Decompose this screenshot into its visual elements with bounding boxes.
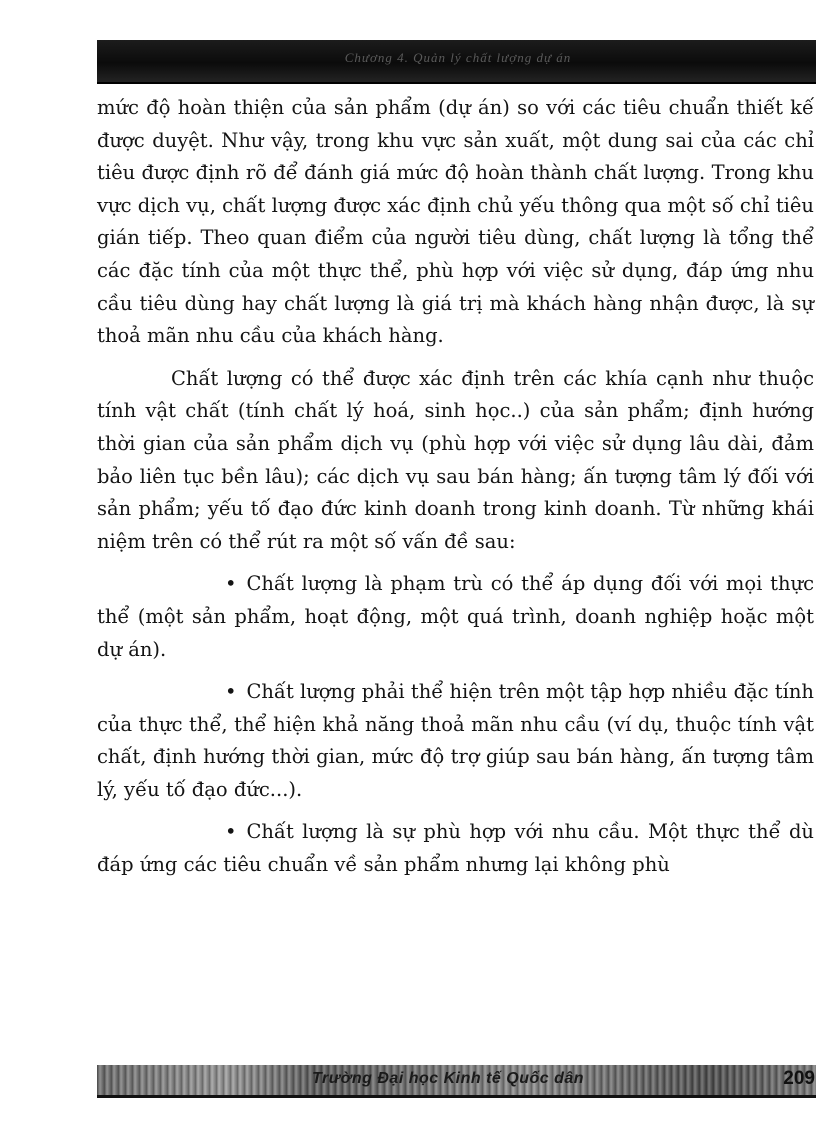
bullet-icon: • [225,820,237,844]
bullet-text: Chất lượng là phạm trù có thể áp dụng đối với mọi thực thể (một sản phẩm, hoạt động, một quá trình, doanh nghiệp hoặc một dự án). [97,572,814,661]
bullet-item [97,816,814,881]
header-bar [97,40,816,84]
bullet-icon: • [225,680,237,704]
bullet-text: Chất lượng phải thể hiện trên một tập hợp nhiều đặc tính của thực thể, thể hiện khả năng thoả mãn nhu cầu (ví dụ, thuộc tính vật chất, định hướng thời gian, mức độ trợ giúp sau bán hàng, ấn tượng tâm lý, yếu tố đạo đức...). [97,680,814,801]
page-content [97,92,814,882]
page-number: 209 [783,1068,815,1089]
paragraph: Chất lượng có thể được xác định trên các khía cạnh như thuộc tính vật chất (tính chất lý hoá, sinh học..) của sản phẩm; định hướng thời gian của sản phẩm dịch vụ (phù hợp với việc sử dụng lâu dài, đảm bảo liên tục bền lâu); các dịch vụ sau bán hàng; ấn tượng tâm lý đối với sản phẩm; yếu tố đạo đức kinh doanh trong kinh doanh. Từ những khái niệm trên có thể rút ra một số vấn đề sau: [97,366,814,553]
footer-bar [97,1065,816,1098]
bullet-item [97,568,814,666]
bullet-text: Chất lượng là sự phù hợp với nhu cầu. Một thực thể dù đáp ứng các tiêu chuẩn về sản phẩm nhưng lại không phù [97,820,814,877]
bullet-icon: • [225,572,237,596]
running-title: Chương 4. Quản lý chất lượng dự án [344,50,572,65]
publisher-name: Trường Đại học Kinh tế Quốc dân [312,1070,585,1087]
bullet-item [97,676,814,806]
paragraph: mức độ hoàn thiện của sản phẩm (dự án) so với các tiêu chuẩn thiết kế được duyệt. Như vậy, trong khu vực sản xuất, một dung sai của các chỉ tiêu được định rõ để đánh giá mức độ hoàn thành chất lượng. Trong khu vực dịch vụ, chất lượng được xác định chủ yếu thông qua một số chỉ tiêu gián tiếp. Theo quan điểm của người tiêu dùng, chất lượng là tổng thể các đặc tính của một thực thể, phù hợp với việc sử dụng, đáp ứng nhu cầu tiêu dùng hay chất lượng là giá trị mà khách hàng nhận được, là sự thoả mãn nhu cầu của khách hàng. [97,96,814,348]
